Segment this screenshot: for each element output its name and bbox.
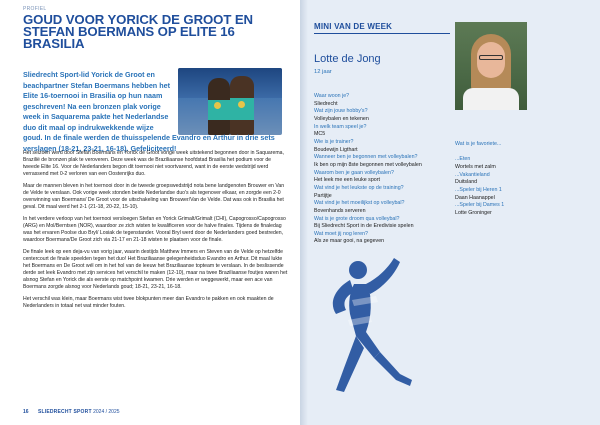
question: Wie is je trainer? [314, 138, 354, 145]
favorite-answer: Daan Haanappel [455, 194, 495, 201]
page-number: 16 [23, 409, 29, 415]
answer: Boudewijn Ligthart [314, 146, 358, 153]
footer-brand: SLIEDRECHT SPORT [37, 409, 92, 415]
answer: Bij Sliedrecht Sport in de Eredivisie spelen [314, 223, 414, 230]
favorite-answer: Wortels met zalm [455, 163, 496, 170]
answer: Als ze maar gooi, na gegeven [314, 238, 385, 245]
article-headline: GOUD VOOR YORICK DE GROOT EN STEFAN BOERMANS OP ELITE 16 BRASILIA [23, 12, 253, 51]
page-footer [23, 409, 120, 415]
interview-qa [314, 93, 464, 246]
favorite-question: ...Speler bij Heren 1 [455, 186, 502, 193]
answer: Ik ben op mijn 8ste begonnen met volleybalen [314, 161, 422, 168]
favorites-heading: Wat is je favoriete... [455, 141, 502, 147]
favorite-question: ...Speler bij Dames 1 [455, 202, 505, 209]
title-divider [314, 33, 450, 34]
volleyball-player-silhouette [306, 240, 456, 410]
question: Wat is je grote droom qua volleybal? [314, 215, 400, 222]
lead-line: geschreven! Na een bronzen plak vorige [23, 101, 161, 111]
article-body [23, 150, 289, 315]
favorite-question: ...Vakantieland [455, 171, 490, 178]
favorite-question: ...Eten [455, 156, 471, 163]
answer: Sliedrecht [314, 100, 338, 107]
body-paragraph: In het verdere verloop van het toernooi versloegen Stefan en Yorick Grimalt/Grimalt (CHI), Capogrosso/Capogrosso (ARG) en Mol/Berntsen (NOR), waardoor ze zich wisten te kwalificeren voor de halve finales. Tijdens de finaledag was het ervaren Poolse duo Bryl/ Losiak de tegenstander. Vooral Bryl werd door de Nederlanders goed bestreden, waardoor Boermans/De Groot zich via 21-17 en 21-18 wisten te plaatsen voor de finale. [23, 215, 286, 244]
lead-line: Sliedrecht Sport-lid Yorick de Groot en [23, 70, 155, 79]
favorites-list [455, 141, 555, 218]
question: Wat zijn jouw hobby's? [314, 108, 368, 115]
lead-line: week in Saquarema pakte het Nederlandse [23, 112, 169, 121]
question: Wanneer ben je begonnen met volleybalen? [314, 154, 418, 161]
question: Wat vind je het moeilijkst op volleybal? [314, 200, 405, 207]
body-paragraph: Het seizoen werd door Stefan Boermans en Yorick de Groot vorige week uitstekend begonnen door in Saquarema, Brazilië de bronzen plak te veroveren. Deze week was de Braziliaanse hoofdstad Brasilia het podium voor de tweede Elite 16. Voor de Nederlanders begon dit toernooi niet voortvarend, want in de eerste wedstrijd werd verrassend met 0-2 verloren van een Oostenrijks duo. [23, 150, 284, 178]
answer: Volleybalen en tekenen [314, 115, 369, 122]
question: Wat moet jij nog leren? [314, 230, 368, 237]
answer: Het leek me een leuke sport [314, 177, 380, 184]
answer: Bovenhands serveren [314, 207, 366, 214]
right-page [300, 0, 600, 425]
profile-photo [455, 22, 527, 110]
question: Waar woon je? [314, 93, 350, 99]
favorite-answer: Duitsland [455, 179, 478, 186]
section-tag: PROFIEL [23, 6, 47, 12]
lead-line: goud. In de finale werden de thuisspelende Evandro en Arthur in drie sets verslagen (18-21, 23-21, 16-18). Gefeliciteerd! [23, 133, 275, 153]
question: Waarom ben je gaan volleybalen? [314, 169, 394, 176]
answer: MC5 [314, 131, 326, 138]
section-title: MINI VAN DE WEEK [314, 22, 393, 31]
lead-line: Elite 16-toernooi in Brasilia op hun naam [23, 91, 163, 100]
question: Wat vind je het leukste op de training? [314, 184, 404, 191]
lead-line: duo dit maal op indrukwekkende wijze [23, 122, 154, 132]
body-paragraph: De finale leek op een deja-vu van vorig jaar, waarin destijds Matthew Immers en Steven van de Velde op hetzelfde centercourt de finale speelden tegen het duo! Het Braziliaanse gelegenheidsduo Evandro en Arthur. Dit maal lukte het Boermans en De Groot wél om in het hol van de leeuw het Braziliaanse topteam te verslaan. In de beslissende derde set leek Evandro met zijn services het verschil te maken (12-10), maar na twee Braziliaanse foutjes waren het alsnog Stefan en Yorick die als eerste op matchpoint kwamen. Drie werden er weggewerkt, maar een ace van Boermans zorgde alsnog voor Nederlands goud; 18-21, 23-21, 16-18. [23, 248, 288, 291]
lead-line: beachpartner Stefan Boermans hebben het [23, 80, 170, 90]
article-lead [23, 70, 289, 154]
profile-name: Lotte de Jong [314, 53, 381, 65]
body-paragraph: Het verschil was klein, maar Boermans wist twee blokpunten meer dan Evandro te pakken en ook maakten de Nederlanders in totaal net wat minder fouten. [23, 296, 274, 310]
question: In welk team speel je? [314, 123, 367, 130]
answer: Partijtje [314, 192, 332, 199]
body-paragraph: Maar de mannen bleven in het toernooi door in de tweede groepswedstrijd nota bene landgenoten Brouwer en Van de Velde te verslaan. Ook vorige week stonden beide Nederlandse duo's als tegenover elkaar, en zorgde een 2-0 overwinning van Boermans/ De Groot voor de uitschakeling van Brouwer/Van de Velde. Dat was ook in Brasilia het geval. Dit maal werd het 2-1 (21-18, 20-22, 15-10). [23, 182, 285, 211]
profile-age: 12 jaar [314, 69, 332, 75]
footer-season: 2024 / 2025 [93, 409, 120, 415]
favorite-answer: Lotte Groninger [455, 209, 492, 216]
